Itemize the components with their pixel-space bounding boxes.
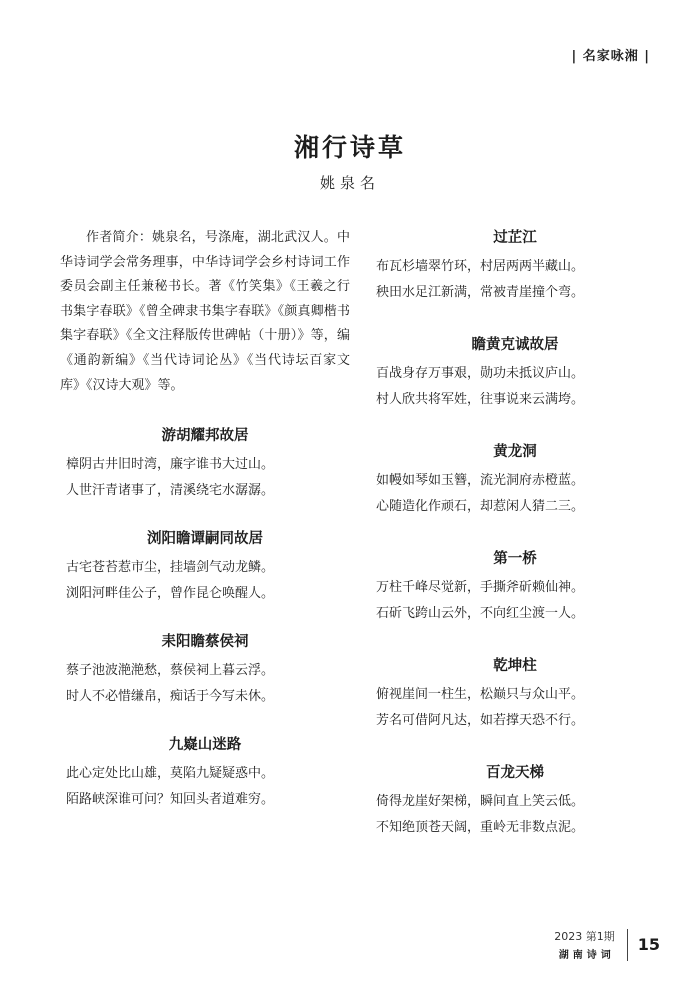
poem-title: 黄龙洞: [493, 443, 537, 460]
poem-line: 不知绝顶苍天阔，重岭无非数点泥。: [376, 820, 585, 835]
left-column: [60, 226, 350, 836]
poem-line: 布瓦杉墙翠竹环，村居两两半藏山。: [376, 259, 585, 274]
poem: [370, 761, 660, 841]
poem-line: 蔡子池波滟滟愁，蔡侯祠上暮云浮。: [66, 663, 275, 679]
poem-line: 古宅苍苔惹市尘，挂墙剑气动龙鳞。: [66, 560, 275, 576]
poem-title: 百龙天梯: [486, 764, 544, 781]
poem-line: 樟阴古井旧时湾，廉字谁书大过山。: [66, 457, 275, 473]
poem-line: 倚得龙崖好架梯，瞬间直上笑云低。: [376, 794, 585, 809]
poem: [370, 226, 660, 306]
poem-line: 如幔如琴如玉簪，流光洞府赤橙蓝。: [376, 473, 585, 488]
author-bio: 作者简介：姚泉名，号涤庵，湖北武汉人。中华诗词学会常务理事，中华诗词学会乡村诗词工作委员会副主任兼秘书长。著《竹笑集》《王羲之行书集字春联》《曾全碑隶书集字春联》《颜真卿楷书集字春联》《全文注释版传世碑帖（十册）》等，编《通韵新编》《当代诗词论丛》《当代诗坛百家文库》《汉诗大观》等。: [60, 230, 350, 393]
article-author: 姚泉名: [319, 174, 380, 192]
section-tag: | 名家咏湘 |: [571, 49, 650, 64]
poem: [370, 333, 660, 413]
issue-block: [554, 928, 615, 961]
page-footer: [554, 928, 660, 961]
poem-line: 人世汗青诸事了，清溪绕宅水潺潺。: [66, 483, 275, 499]
poem: [60, 733, 350, 813]
right-column: [370, 226, 660, 868]
article-title: 湘行诗草: [293, 133, 406, 162]
poem-line: 秧田水足江新满，常被青崖撞个弯。: [376, 285, 585, 300]
poem-title: 乾坤柱: [493, 657, 537, 674]
poem-line: 俯视崖间一柱生，松巅只与众山平。: [376, 687, 585, 702]
poem-title: 游胡耀邦故居: [161, 427, 249, 445]
poem: [370, 440, 660, 520]
footer-divider: [627, 929, 628, 961]
issue-label: 2023 第1期: [554, 930, 615, 943]
poem-line: 石斫飞跨山云外，不向红尘渡一人。: [376, 606, 585, 621]
poem-line: 芳名可借阿凡达，如若撑天恐不行。: [376, 713, 585, 728]
poem: [60, 630, 350, 710]
poem-line: 浏阳河畔佳公子，曾作昆仑唤醒人。: [66, 586, 275, 602]
poem-title: 浏阳瞻谭嗣同故居: [147, 530, 263, 548]
poem-title: 九嶷山迷路: [168, 736, 242, 754]
poem: [370, 654, 660, 734]
poem-line: 心随造化作顽石，却惹闲人猜二三。: [376, 499, 585, 514]
magazine-name: 湖南诗词: [558, 950, 615, 961]
poem-line: 时人不必惜缣帛，痴话于今写未休。: [66, 689, 275, 705]
poem-line: 此心定处比山雄，莫陷九疑疑惑中。: [66, 766, 275, 782]
poem-title: 耒阳瞻蔡侯祠: [161, 633, 249, 651]
page-number: 15: [637, 935, 660, 954]
poem: [60, 527, 350, 607]
poem-line: 百战身存万事艰，勋功未抵议庐山。: [376, 366, 585, 381]
poem-line: 村人欣共将军姓，往事说来云满垮。: [376, 392, 585, 407]
poem-title: 过芷江: [493, 229, 537, 246]
poem-line: 万柱千峰尽觉新，手撕斧斫赖仙神。: [376, 580, 585, 595]
poem-title: 瞻黄克诚故居: [471, 336, 559, 353]
poem: [370, 547, 660, 627]
poem-title: 第一桥: [493, 550, 537, 567]
poem: [60, 424, 350, 504]
poem-line: 陌路峡深谁可问？知回头者道难穷。: [66, 792, 275, 808]
